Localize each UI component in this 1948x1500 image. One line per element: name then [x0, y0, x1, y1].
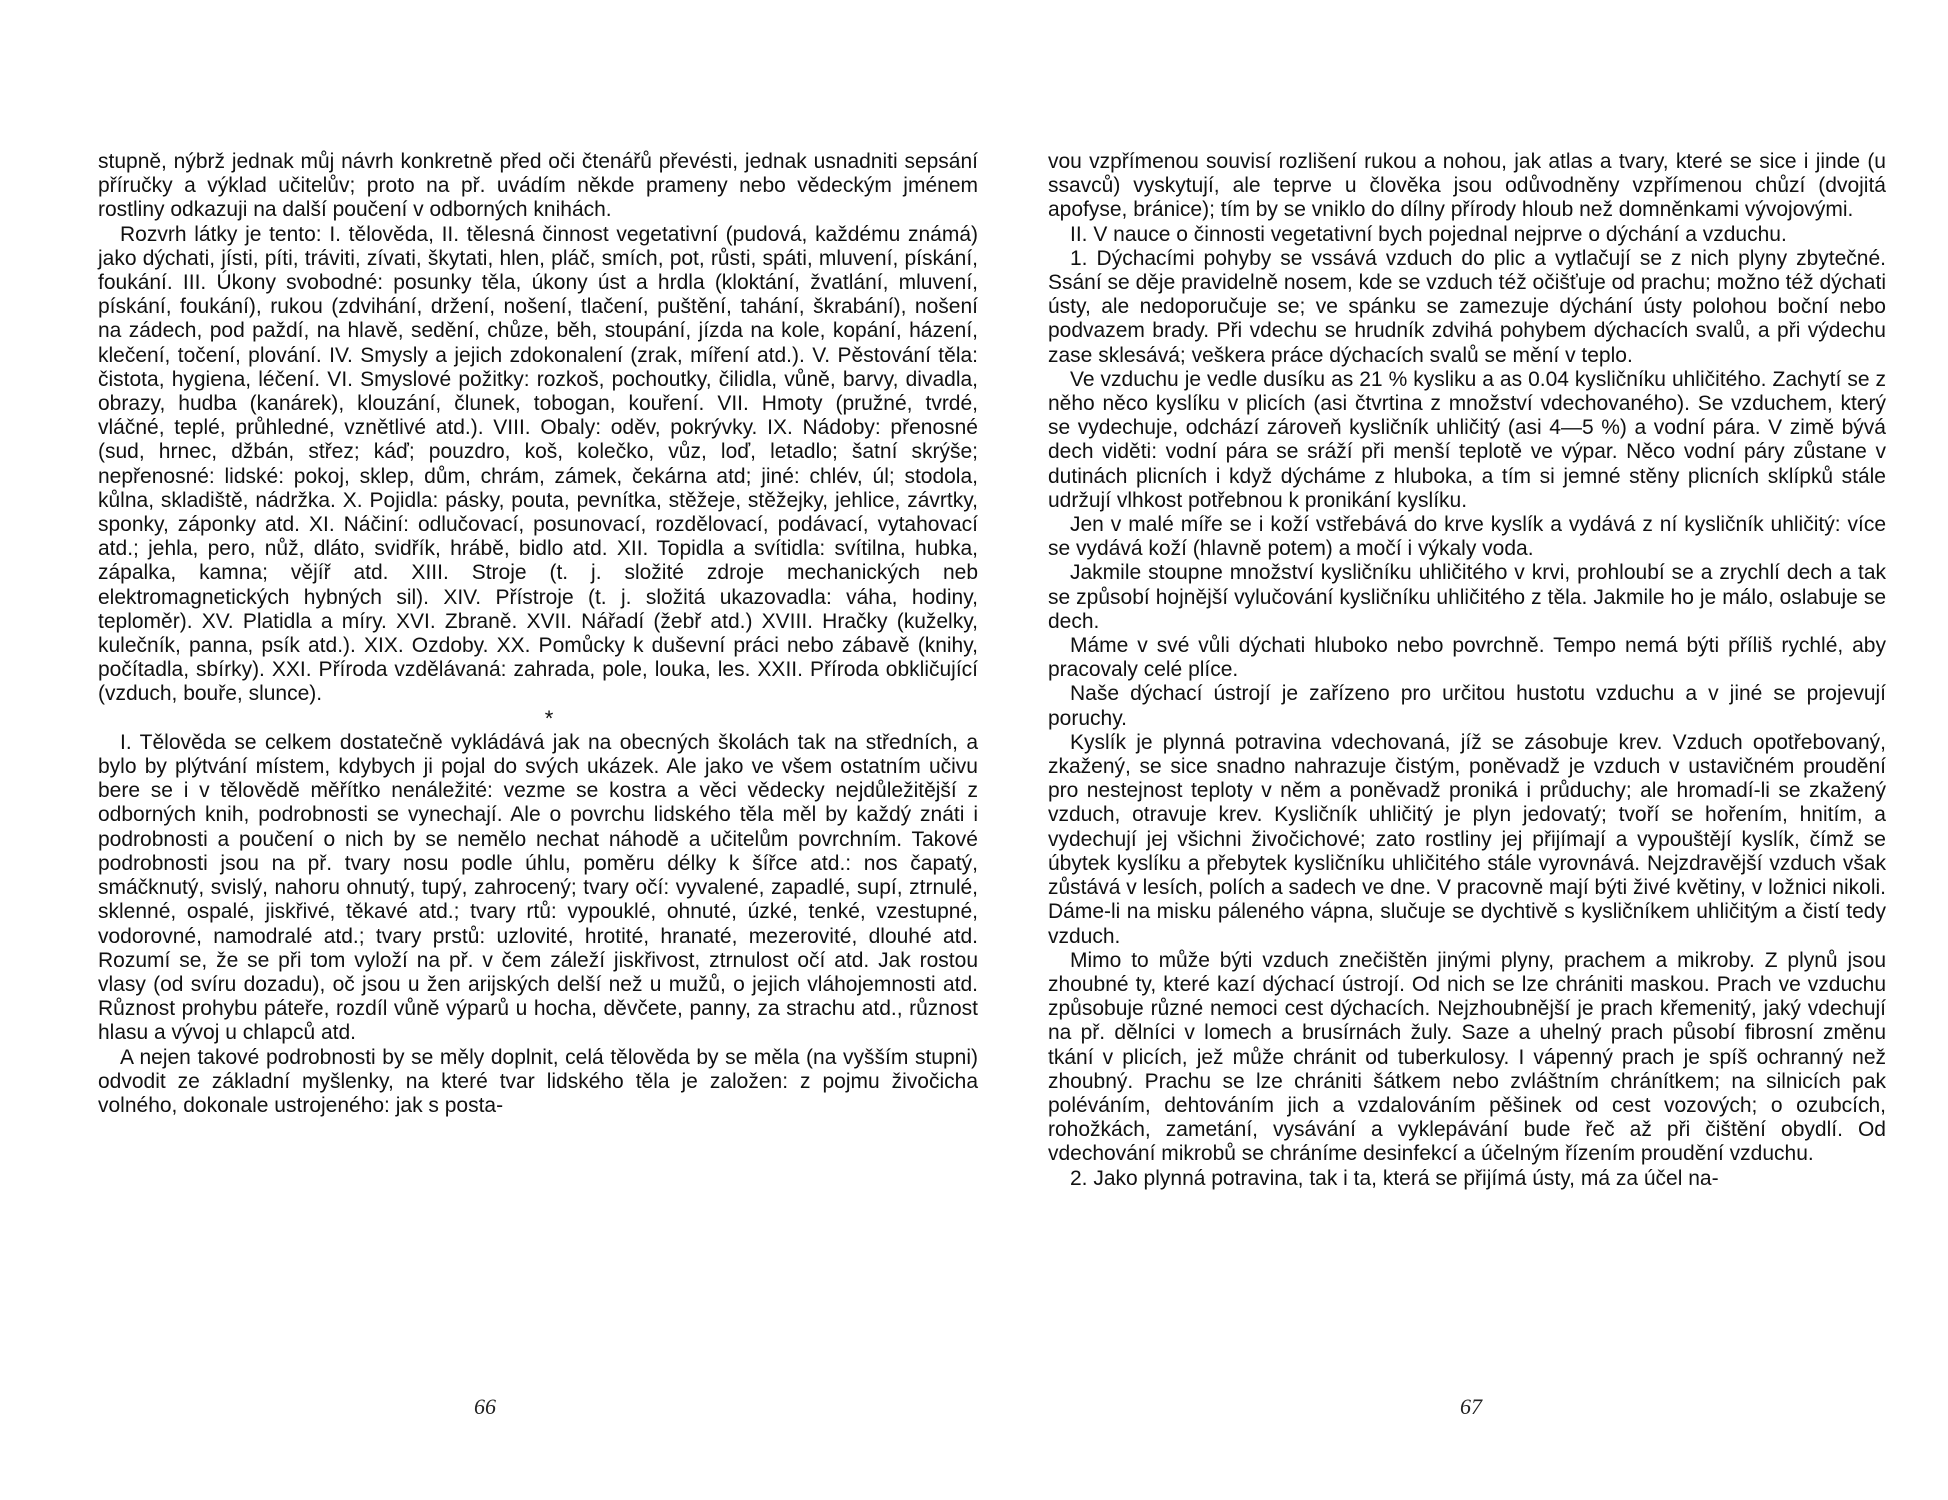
paragraph: Rozvrh látky je tento: I. tělověda, II. tělesná činnost vegetativní (pudová, každému známá) jako dýchati, jísti, píti, tráviti, zívati, škytati, hlen, pláč, smích, pot, růsti, spáti, mluvení, pískání, foukání. III. Úkony svobodné: posunky těla, úkony úst a hrdla (kloktání, žvatlání, mluvení, pískání, foukání), rukou (zdvihání, držení, nošení, tlačení, puštění, tahání, škrabání), nošení na zádech, pod paždí, na hlavě, sedění, chůze, běh, stoupání, jízda na kole, kopání, házení, klečení, točení, plování. IV. Smysly a jejich zdokonalení (zrak, míření atd.). V. Pěstování těla: čistota, hygiena, léčení. VI. Smyslové požitky: rozkoš, pochoutky, čilidla, vůně, barvy, divadla, obrazy, hudba (kanárek), klouzání, člunek, tobogan, kouření. VII. Hmoty (pružné, tvrdé, vláčné, teplé, průhledné, vznětlivé atd.). VIII. Obaly: oděv, pokrývky. IX. Nádoby: přenosné (sud, hrnec, džbán, střez; káď; pouzdro, koš, kolečko, vůz, loď, letadlo; šatní skrýše; nepřenosné: lidské: pokoj, sklep, dům, chrám, zámek, čekárna atd; jiné: chlév, úl; stodola, kůlna, skladiště, nádržka. X. Pojidla: pásky, pouta, pevnítka, stěžeje, stěžejky, jehlice, závrtky, sponky, záponky atd. XI. Náčiní: odlučovací, posunovací, rozdělovací, podávací, vytahovací atd.; jehla, pero, nůž, dláto, svidřík, hrábě, bidlo atd. XII. Topidla a svítidla: svítilna, hubka, zápalka, kamna; vějíř atd. XIII. Stroje (t. j. složité zdroje mechanických neb elektromagnetických hybných sil). XIV. Přístroje (t. j. složitá ukazovadla: váha, hodiny, teploměr). XV. Platidla a míry. XVI. Zbraně. XVII. Nářadí (žebř atd.) XVIII. Hračky (kuželky, kulečník, panna, psík atd.). XIX. Ozdoby. XX. Pomůcky k duševní práci nebo zábavě (knihy, počítadla, sbírky). XXI. Příroda vzdělávaná: zahrada, pole, louka, les. XXII. Příroda obkličující (vzduch, bouře, slunce).	[98, 222, 978, 706]
paragraph: Máme v své vůli dýchati hluboko nebo povrchně. Tempo nemá býti příliš rychlé, aby pracovaly celé plíce.	[1048, 634, 1886, 682]
page-number-left: 66	[474, 1394, 496, 1419]
paragraph: vou vzpřímenou souvisí rozlišení rukou a nohou, jak atlas a tvary, které se sice i jinde (u ssavců) vyskytují, ale teprve u člověka jsou odůvodněny vzpřímenou chůzí (dvojitá apofyse, bránice); tím by se vniklo do dílny přírody hloub než domněnkami vývojovými.	[1048, 150, 1886, 222]
page-number-right: 67	[1460, 1394, 1482, 1419]
right-page	[1048, 150, 1886, 1191]
paragraph: Jakmile stoupne množství kysličníku uhličitého v krvi, prohloubí se a zrychlí dech a tak se způsobí hojnější vylučování kysličníku uhličitého z těla. Jakmile ho je málo, oslabuje se dech.	[1048, 561, 1886, 633]
paragraph: Jen v malé míře se i koží vstřebává do krve kyslík a vydává z ní kysličník uhličitý: více se vydává koží (hlavně potem) a močí i výkaly voda.	[1048, 513, 1886, 561]
paragraph: Naše dýchací ústrojí je zařízeno pro určitou hustotu vzduchu a v jiné se projevují poruchy.	[1048, 682, 1886, 730]
paragraph: 2. Jako plynná potravina, tak i ta, která se přijímá ústy, má za účel na-	[1070, 1166, 1719, 1190]
paragraph: Kyslík je plynná potravina vdechovaná, jíž se zásobuje krev. Vzduch opotřebovaný, zkažený, se sice snadno nahrazuje čistým, poněvadž je vzduch v ustavičném proudění pro nestejnost teploty v něm a poněvadž proniká i průduchy; ale hromadí-li se zkažený vzduch, otravuje krev. Kysličník uhličitý je plyn jedovatý; tvoří se hořením, hnitím, a vydechují jej všichni živočichové; zato rostliny jej přijímají a vypouštějí kyslík, čímž se úbytek kyslíku a přebytek kysličníku uhličitého stále vyrovnává. Nejzdravější vzduch však zůstává v lesích, polích a sadech ve dne. V pracovně mají býti živé květiny, v ložnici nikoli. Dáme-li na misku páleného vápna, slučuje se dychtivě s kysličníkem uhličitým a čistí tedy vzduch.	[1048, 730, 1886, 948]
paragraph: Mimo to může býti vzduch znečištěn jinými plyny, prachem a mikroby. Z plynů jsou zhoubné ty, které kazí dýchací ústrojí. Od nich se lze chrániti maskou. Prach ve vzduchu způsobuje různé nemoci cest dýchacích. Nejzhoubnější je prach křemenitý, jaký vdechují na př. dělníci v lomech a brusírnách žuly. Saze a uhelný prach působí fibrosní změnu tkání v plicích, jež může chránit od tuberkulosy. I vápenný prach je spíš ochranný než zhoubný. Prachu se lze chrániti šátkem nebo zvláštním chránítkem; na silnicích pak poléváním, dehtováním jich a vzdalováním pěšinek od cest vozových; o ozubcích, rohožkách, zametání, vysávání a vyklepávání bude řeč až při čištění obydlí. Od vdechování mikrobů se chráníme desinfekcí a účelným řízením proudění vzduchu.	[1048, 948, 1886, 1166]
paragraph: A nejen takové podrobnosti by se měly doplnit, celá tělověda by se měla (na vyšším stupni) odvodit ze základní myšlenky, na které tvar lidského těla je založen: z pojmu živočicha volného, dokonale ustrojeného: jak s posta-	[98, 1045, 978, 1117]
paragraph: Ve vzduchu je vedle dusíku as 21 % kysliku a as 0.04 kysličníku uhličitého. Zachytí se z něho něco kyslíku v plicích (asi čtvrtina z množství vdechovaného). Se vzduchem, který se vydechuje, odchází zároveň kysličník uhličitý (asi 4—5 %) a vodní pára. V zimě bývá dech viděti: vodní pára se sráží při menší teplotě ve výpar. Něco vodní páry zůstane v dutinách plicních i když dýcháme z hluboka, a tím si jemné stěny plicních sklípků stále udržují vlhkost potřebnou k pronikání kyslíku.	[1048, 367, 1886, 512]
section-separator: *	[544, 705, 554, 731]
paragraph: 1. Dýchacími pohyby se vssává vzduch do plic a vytlačují se z nich plyny zbytečné. Ssání se děje pravidelně nosem, kde se vzduch též očišťuje od prachu; možno též dýchati ústy, ale nedoporučuje se; ve spánku se zamezuje dýchání ústy polohou boční nebo podvazem brady. Při vdechu se hrudník zdvihá pohybem dýchacích svalů, a při výdechu zase sklesává; veškera práce dýchacích svalů se mění v teplo.	[1048, 246, 1886, 367]
left-page	[98, 150, 978, 1118]
paragraph: I. Tělověda se celkem dostatečně vykládává jak na obecných školách tak na středních, a bylo by plýtvání místem, kdybych ji pojal do svých ukázek. Ale jako ve všem ostatním učivu bere se i v tělovědě měřítko nenáležité: vezme se kostra a věci vědecky nejdůležitější z odborných knih, podrobnosti se vynechají. Ale o povrchu lidského těla měl by každý znáti i podrobnosti a poučení o nich by se nemělo nechat náhodě a učitelům povrchním. Takové podrobnosti jsou na př. tvary nosu podle úhlu, poměru délky k šířce atd.: nos čapatý, smáčknutý, svislý, nahoru ohnutý, tupý, zahrocený; tvary očí: vyvalené, zapadlé, supí, ztrnulé, sklenné, ospalé, jiskřivé, těkavé atd.; tvary rtů: vypouklé, ohnuté, úzké, tenké, vzestupné, vodorovné, namodralé atd.; tvary prstů: uzlovité, hrotité, hranaté, mezerovité, dlouhé atd. Rozumí se, že se při tom vyloží na př. v čem záleží jiskřivost, ztrnulost očí atd. Jak rostou vlasy (od svíru dozadu), oč jsou u žen arijských delší než u mužů, o jejich vláhojemnosti atd. Různost prohybu páteře, rozdíl vůně výparů u hocha, děvčete, panny, za strachu atd., různost hlasu a vývoj u chlapců atd.	[98, 730, 978, 1045]
right-page-text	[1048, 150, 1886, 1191]
paragraph: stupně, nýbrž jednak můj návrh konkretně před oči čtenářů převésti, jednak usnadniti sepsání příručky a výklad učitelův; proto na př. uvádím někde prameny nebo vědeckým jménem rostliny odkazuji na další poučení v odborných knihách.	[98, 150, 978, 222]
left-page-text	[98, 150, 978, 1118]
paragraph: II. V nauce o činnosti vegetativní bych pojednal nejprve o dýchání a vzduchu.	[1070, 222, 1787, 246]
